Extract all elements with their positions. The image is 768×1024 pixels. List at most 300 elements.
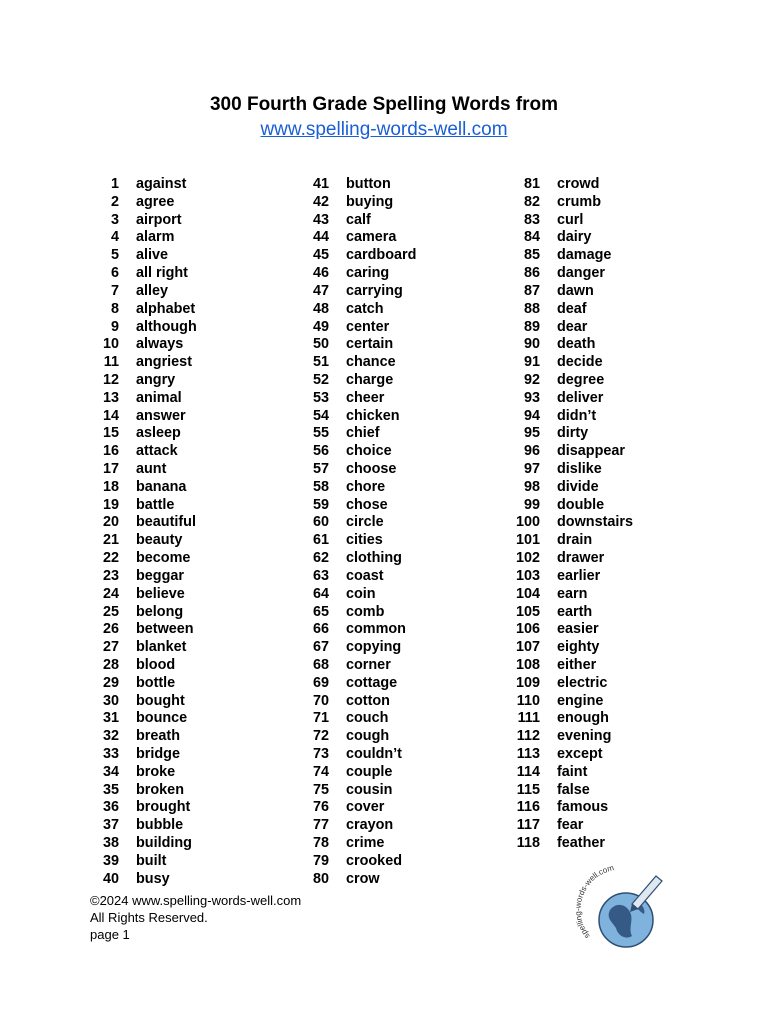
word-row xyxy=(0,728,197,746)
word-row xyxy=(0,390,197,408)
word-number: 103 xyxy=(515,567,540,584)
word-row xyxy=(210,817,416,835)
word-row xyxy=(0,746,197,764)
spelling-word: crime xyxy=(346,835,385,852)
word-number: 33 xyxy=(102,746,119,762)
spelling-word: camera xyxy=(346,229,397,246)
word-number: 102 xyxy=(515,550,540,567)
word-row xyxy=(421,354,633,372)
spelling-word: feather xyxy=(557,835,605,852)
word-row xyxy=(210,728,416,746)
word-number: 19 xyxy=(102,496,119,513)
word-number: 40 xyxy=(102,870,119,887)
word-row xyxy=(421,390,633,408)
word-number: 39 xyxy=(102,852,119,869)
word-number: 67 xyxy=(312,639,329,656)
word-row xyxy=(0,229,197,247)
spelling-word: banana xyxy=(136,478,187,495)
word-number: 23 xyxy=(102,567,119,584)
globe-logo xyxy=(572,866,672,952)
word-number: 114 xyxy=(516,763,540,780)
word-row xyxy=(210,247,416,265)
word-number: 84 xyxy=(523,229,540,246)
spelling-word: cheer xyxy=(346,389,385,406)
word-column-3 xyxy=(421,176,633,853)
word-number: 79 xyxy=(312,852,329,869)
word-row xyxy=(421,782,633,800)
word-row xyxy=(210,586,416,604)
word-row xyxy=(421,194,633,212)
word-number: 83 xyxy=(523,211,540,228)
word-number: 95 xyxy=(523,425,540,442)
spelling-word: battle xyxy=(136,496,175,513)
word-row xyxy=(210,746,416,764)
word-number: 38 xyxy=(102,835,119,852)
spelling-word: clothing xyxy=(346,550,402,567)
word-row xyxy=(210,319,416,337)
word-row xyxy=(210,853,416,871)
word-row xyxy=(421,479,633,497)
spelling-word: crowd xyxy=(557,176,600,192)
spelling-word: blood xyxy=(136,656,176,673)
word-number: 81 xyxy=(523,176,540,192)
word-number: 35 xyxy=(102,781,119,798)
word-row xyxy=(0,550,197,568)
word-number: 5 xyxy=(110,247,119,264)
word-number: 28 xyxy=(102,656,119,673)
spelling-word: danger xyxy=(557,265,605,282)
spelling-word: calf xyxy=(346,211,371,228)
word-row xyxy=(0,336,197,354)
word-number: 22 xyxy=(102,550,119,567)
word-number: 10 xyxy=(102,336,119,353)
word-number: 11 xyxy=(103,354,119,371)
word-row xyxy=(210,693,416,711)
word-row xyxy=(0,176,197,194)
word-row xyxy=(421,604,633,622)
spelling-word: coast xyxy=(346,567,384,584)
spelling-word: catch xyxy=(346,300,384,317)
word-number: 107 xyxy=(515,639,540,656)
spelling-word: couch xyxy=(346,710,389,727)
word-row xyxy=(421,550,633,568)
word-number: 45 xyxy=(312,247,329,264)
spelling-word: alley xyxy=(136,282,169,299)
word-row xyxy=(0,283,197,301)
word-row xyxy=(210,372,416,390)
word-number: 116 xyxy=(516,799,540,816)
spelling-word: broken xyxy=(136,781,184,798)
spelling-word: bounce xyxy=(136,710,188,727)
word-number: 31 xyxy=(102,710,119,727)
word-row xyxy=(210,799,416,817)
word-number: 3 xyxy=(110,211,119,228)
word-row xyxy=(421,621,633,639)
spelling-word: buying xyxy=(346,193,394,210)
word-number: 16 xyxy=(102,443,119,460)
spelling-word: bottle xyxy=(136,674,176,691)
spelling-word: comb xyxy=(346,603,385,620)
spelling-word: beggar xyxy=(136,567,184,584)
copyright-text: ©2024 www.spelling-words-well.com xyxy=(90,893,302,908)
word-row xyxy=(421,497,633,515)
word-row xyxy=(0,301,197,319)
spelling-word: easier xyxy=(557,621,599,638)
spelling-word: couldn’t xyxy=(346,746,402,762)
word-row xyxy=(0,675,197,693)
spelling-word: engine xyxy=(557,692,604,709)
spelling-word: drain xyxy=(557,532,593,549)
spelling-word: earlier xyxy=(557,567,601,584)
word-number: 57 xyxy=(312,461,329,477)
word-row xyxy=(421,319,633,337)
spelling-word: alarm xyxy=(136,229,175,246)
word-number: 27 xyxy=(102,639,119,656)
word-number: 113 xyxy=(516,746,540,762)
spelling-word: asleep xyxy=(136,425,181,442)
word-row xyxy=(210,764,416,782)
word-row xyxy=(210,604,416,622)
spelling-word: agree xyxy=(136,193,175,210)
spelling-word: become xyxy=(136,550,191,567)
spelling-word: couple xyxy=(346,763,393,780)
word-number: 41 xyxy=(312,176,329,192)
word-row xyxy=(0,443,197,461)
logo-arc-text: spelling-words-well.com xyxy=(573,866,615,941)
word-number: 100 xyxy=(515,514,540,531)
word-row xyxy=(0,532,197,550)
spelling-word: eighty xyxy=(557,639,600,656)
word-row xyxy=(421,443,633,461)
spelling-word: divide xyxy=(557,478,599,495)
spelling-word: between xyxy=(136,621,194,638)
spelling-word: chief xyxy=(346,425,380,442)
word-number: 98 xyxy=(523,478,540,495)
word-row xyxy=(421,568,633,586)
word-number: 93 xyxy=(523,389,540,406)
spelling-word: built xyxy=(136,852,167,869)
word-row xyxy=(421,746,633,764)
word-number: 49 xyxy=(312,318,329,335)
word-number: 115 xyxy=(516,781,540,798)
spelling-word: angriest xyxy=(136,354,192,371)
word-number: 80 xyxy=(312,870,329,887)
spelling-word: answer xyxy=(136,407,186,424)
word-number: 8 xyxy=(110,300,119,317)
spelling-word: chicken xyxy=(346,407,400,424)
spelling-word: broke xyxy=(136,763,176,780)
word-row xyxy=(0,479,197,497)
footer xyxy=(90,892,301,943)
word-row xyxy=(210,461,416,479)
spelling-word: chore xyxy=(346,478,386,495)
subtitle xyxy=(0,117,768,142)
word-row xyxy=(0,835,197,853)
word-row xyxy=(0,568,197,586)
spelling-word: either xyxy=(557,656,597,673)
spelling-word: attack xyxy=(136,443,178,460)
spelling-word: dairy xyxy=(557,229,592,246)
word-row xyxy=(421,764,633,782)
word-row xyxy=(0,247,197,265)
word-number: 26 xyxy=(102,621,119,638)
word-number: 85 xyxy=(523,247,540,264)
word-row xyxy=(421,408,633,426)
word-number: 91 xyxy=(523,354,540,371)
spelling-word: dear xyxy=(557,318,588,335)
spelling-word: curl xyxy=(557,211,584,228)
word-number: 96 xyxy=(523,443,540,460)
spelling-word: blanket xyxy=(136,639,187,656)
word-column-2 xyxy=(210,176,416,889)
word-number: 101 xyxy=(515,532,540,549)
word-row xyxy=(421,461,633,479)
word-number: 17 xyxy=(102,461,119,477)
word-row xyxy=(0,461,197,479)
word-row xyxy=(0,817,197,835)
word-row xyxy=(210,176,416,194)
spelling-word: certain xyxy=(346,336,394,353)
spelling-word: corner xyxy=(346,656,391,673)
word-row xyxy=(0,319,197,337)
spelling-word: alive xyxy=(136,247,169,264)
spelling-word: decide xyxy=(557,354,603,371)
word-row xyxy=(0,639,197,657)
spelling-word: except xyxy=(557,746,603,762)
word-number: 64 xyxy=(312,585,329,602)
word-number: 78 xyxy=(312,835,329,852)
word-row xyxy=(0,497,197,515)
spelling-word: earn xyxy=(557,585,588,602)
page-title: 300 Fourth Grade Spelling Words from xyxy=(209,94,559,115)
spelling-word: cough xyxy=(346,728,390,745)
word-row xyxy=(421,728,633,746)
word-row xyxy=(210,621,416,639)
word-number: 21 xyxy=(102,532,119,549)
spelling-word: chose xyxy=(346,496,388,513)
word-number: 9 xyxy=(110,318,119,335)
word-row xyxy=(210,675,416,693)
website-link[interactable]: www.spelling-words-well.com xyxy=(260,119,508,140)
spelling-word: crayon xyxy=(346,817,394,834)
spelling-word: beautiful xyxy=(136,514,196,531)
word-number: 53 xyxy=(312,389,329,406)
word-row xyxy=(210,425,416,443)
spelling-word: death xyxy=(557,336,596,353)
word-row xyxy=(0,764,197,782)
spelling-word: always xyxy=(136,336,184,353)
word-number: 24 xyxy=(102,585,119,602)
spelling-word: believe xyxy=(136,585,185,602)
word-row xyxy=(0,710,197,728)
spelling-word: deaf xyxy=(557,300,587,317)
word-number: 97 xyxy=(523,461,540,477)
spelling-word: airport xyxy=(136,211,182,228)
spelling-word: earth xyxy=(557,603,593,620)
word-row xyxy=(0,621,197,639)
word-number: 14 xyxy=(102,407,119,424)
word-number: 15 xyxy=(102,425,119,442)
word-number: 42 xyxy=(312,193,329,210)
spelling-word: center xyxy=(346,318,390,335)
word-number: 60 xyxy=(312,514,329,531)
word-number: 56 xyxy=(312,443,329,460)
word-number: 65 xyxy=(312,603,329,620)
word-number: 76 xyxy=(312,799,329,816)
word-number: 52 xyxy=(312,371,329,388)
spelling-word: crooked xyxy=(346,852,402,869)
word-number: 109 xyxy=(515,674,540,691)
spelling-word: didn’t xyxy=(557,407,597,424)
word-row xyxy=(0,586,197,604)
spelling-word: busy xyxy=(136,870,170,887)
word-number: 72 xyxy=(312,728,329,745)
spelling-word: choice xyxy=(346,443,392,460)
spelling-word: coin xyxy=(346,585,376,602)
word-row xyxy=(210,443,416,461)
word-row xyxy=(210,514,416,532)
word-row xyxy=(210,283,416,301)
spelling-word: breath xyxy=(136,728,180,745)
spelling-word: cover xyxy=(346,799,385,816)
word-row xyxy=(0,853,197,871)
spelling-word: animal xyxy=(136,389,182,406)
spelling-word: dirty xyxy=(557,425,589,442)
spelling-word: button xyxy=(346,176,391,192)
word-number: 90 xyxy=(523,336,540,353)
word-row xyxy=(421,176,633,194)
spelling-word: charge xyxy=(346,371,394,388)
word-number: 75 xyxy=(312,781,329,798)
word-number: 43 xyxy=(312,211,329,228)
word-row xyxy=(210,408,416,426)
word-row xyxy=(421,247,633,265)
word-row xyxy=(210,835,416,853)
word-row xyxy=(0,782,197,800)
word-number: 112 xyxy=(516,728,540,745)
word-row xyxy=(0,693,197,711)
word-number: 73 xyxy=(312,746,329,762)
word-number: 55 xyxy=(312,425,329,442)
word-number: 117 xyxy=(516,817,540,834)
word-row xyxy=(421,372,633,390)
word-number: 12 xyxy=(102,371,119,388)
word-number: 37 xyxy=(102,817,119,834)
word-row xyxy=(0,799,197,817)
word-row xyxy=(210,568,416,586)
word-row xyxy=(210,871,416,889)
spelling-word: electric xyxy=(557,674,608,691)
spelling-word: double xyxy=(557,496,605,513)
spelling-word: chance xyxy=(346,354,396,371)
spelling-word: crow xyxy=(346,870,380,887)
word-number: 92 xyxy=(523,371,540,388)
spelling-word: downstairs xyxy=(557,514,633,531)
word-row xyxy=(210,265,416,283)
page-number: page 1 xyxy=(90,927,130,942)
word-number: 50 xyxy=(312,336,329,353)
word-number: 89 xyxy=(523,318,540,335)
word-row xyxy=(0,425,197,443)
word-number: 111 xyxy=(517,710,540,727)
spelling-word: famous xyxy=(557,799,609,816)
word-number: 63 xyxy=(312,567,329,584)
word-row xyxy=(421,835,633,853)
rights-text: All Rights Reserved. xyxy=(90,910,208,925)
word-row xyxy=(421,710,633,728)
word-number: 4 xyxy=(110,229,119,246)
spelling-word: beauty xyxy=(136,532,183,549)
spelling-word: false xyxy=(557,781,590,798)
word-number: 32 xyxy=(102,728,119,745)
spelling-word: all right xyxy=(136,265,188,282)
spelling-word: deliver xyxy=(557,389,604,406)
spelling-word: cities xyxy=(346,532,383,549)
word-row xyxy=(210,782,416,800)
word-row xyxy=(421,532,633,550)
spelling-word: faint xyxy=(557,763,588,780)
word-number: 86 xyxy=(523,265,540,282)
word-row xyxy=(421,514,633,532)
spelling-word: cousin xyxy=(346,781,393,798)
word-number: 1 xyxy=(110,176,119,192)
word-row xyxy=(421,657,633,675)
word-number: 74 xyxy=(312,763,329,780)
word-row xyxy=(421,639,633,657)
word-number: 6 xyxy=(110,265,119,282)
word-number: 77 xyxy=(312,817,329,834)
word-row xyxy=(421,336,633,354)
word-row xyxy=(210,301,416,319)
spelling-word: although xyxy=(136,318,197,335)
word-row xyxy=(421,301,633,319)
spelling-word: dawn xyxy=(557,282,594,299)
word-number: 34 xyxy=(102,763,119,780)
word-number: 7 xyxy=(110,282,119,299)
word-number: 29 xyxy=(102,674,119,691)
word-number: 46 xyxy=(312,265,329,282)
spelling-word: evening xyxy=(557,728,612,745)
word-row xyxy=(0,871,197,889)
spelling-word: building xyxy=(136,835,192,852)
word-number: 106 xyxy=(515,621,540,638)
word-row xyxy=(210,212,416,230)
word-number: 105 xyxy=(515,603,540,620)
word-row xyxy=(0,372,197,390)
spelling-word: copying xyxy=(346,639,402,656)
word-number: 118 xyxy=(516,835,540,852)
word-number: 2 xyxy=(110,193,119,210)
spelling-word: common xyxy=(346,621,406,638)
spelling-word: against xyxy=(136,176,187,192)
word-row xyxy=(421,425,633,443)
spelling-word: angry xyxy=(136,371,176,388)
spelling-word: aunt xyxy=(136,461,167,477)
word-row xyxy=(210,336,416,354)
spelling-word: brought xyxy=(136,799,191,816)
word-row xyxy=(0,194,197,212)
word-number: 110 xyxy=(516,692,540,709)
word-number: 82 xyxy=(523,193,540,210)
word-number: 87 xyxy=(523,282,540,299)
word-row xyxy=(0,604,197,622)
word-row xyxy=(210,390,416,408)
word-row xyxy=(421,693,633,711)
word-number: 47 xyxy=(312,282,329,299)
word-number: 20 xyxy=(102,514,119,531)
spelling-word: cardboard xyxy=(346,247,417,264)
word-number: 104 xyxy=(515,585,540,602)
